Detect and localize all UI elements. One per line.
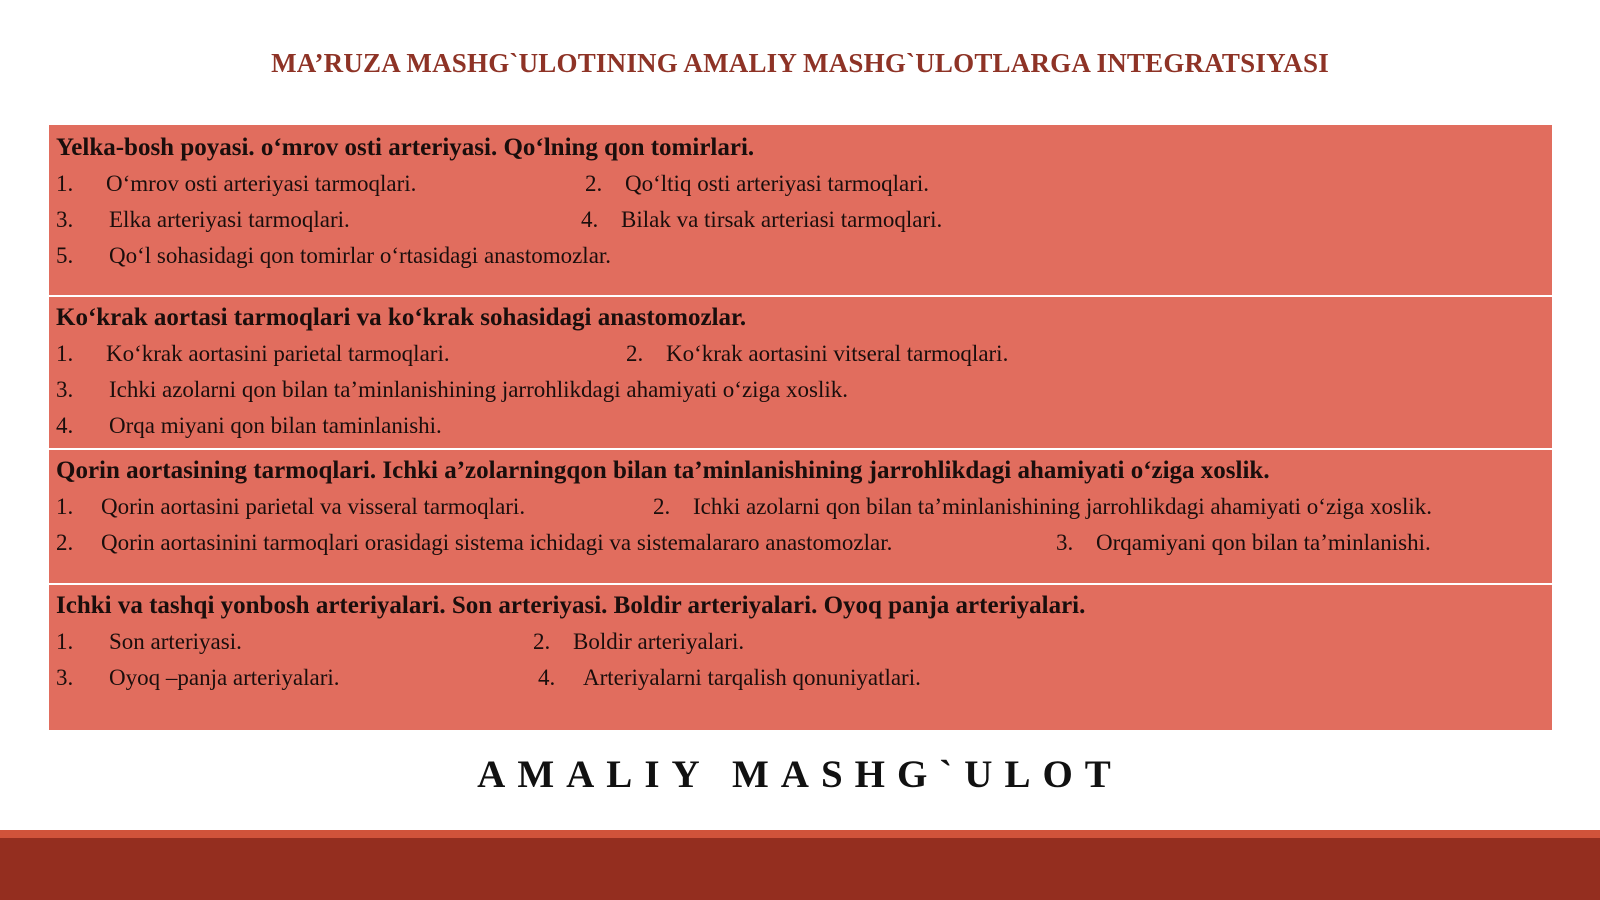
list-item: 3. Ichki azolarni qon bilan ta’minlanishining jarrohlikdagi ahamiyati o‘ziga xoslik.	[56, 377, 848, 402]
list-item: 2. Ko‘krak aortasini vitseral tarmoqlari.	[626, 341, 1009, 366]
list-row	[56, 489, 1552, 525]
list-item: 1. O‘mrov osti arteriyasi tarmoqlari.	[56, 171, 417, 196]
list-row	[56, 372, 1552, 408]
list-item: 2. Qo‘ltiq osti arteriyasi tarmoqlari.	[585, 171, 930, 196]
list-row	[56, 336, 1552, 372]
list-row	[56, 238, 1552, 274]
list-row	[56, 166, 1552, 202]
section-heading: Yelka-bosh poyasi. o‘mrov osti arteriyasi. Qo‘lning qon tomirlari.	[56, 134, 755, 161]
section-lower-limb	[49, 585, 1552, 730]
list-row	[56, 660, 1552, 696]
footer-bar	[0, 838, 1600, 900]
list-row	[56, 525, 1552, 561]
section-heading: Ko‘krak aortasi tarmoqlari va ko‘krak sohasidagi anastomozlar.	[56, 304, 747, 331]
list-row	[56, 202, 1552, 238]
list-item: 1. Ko‘krak aortasini parietal tarmoqlari.	[56, 341, 450, 366]
footer-stripe	[0, 830, 1600, 838]
topics-table	[49, 125, 1552, 730]
list-item: 1. Son arteriyasi.	[56, 629, 242, 654]
section-abdominal-aorta	[49, 450, 1552, 583]
section-thoracic-aorta	[49, 297, 1552, 448]
footer-subtitle: AMALIY MASHG`ULOT	[477, 753, 1123, 796]
list-row	[56, 624, 1552, 660]
section-heading: Ichki va tashqi yonbosh arteriyalari. Son arteriyasi. Boldir arteriyalari. Oyoq panja arteriyalari.	[56, 592, 1086, 619]
list-item: 2. Ichki azolarni qon bilan ta’minlanishining jarrohlikdagi ahamiyati o‘ziga xoslik.	[653, 494, 1432, 519]
list-item: 4. Arteriyalarni tarqalish qonuniyatlari.	[538, 665, 921, 690]
section-upper-limb	[49, 125, 1552, 295]
section-heading: Qorin aortasining tarmoqlari. Ichki a’zolarningqon bilan ta’minlanishining jarrohlikdagi ahamiyati o‘ziga xoslik.	[56, 457, 1270, 484]
list-item: 2. Boldir arteriyalari.	[533, 629, 745, 654]
list-item: 5. Qo‘l sohasidagi qon tomirlar o‘rtasidagi anastomozlar.	[56, 243, 612, 268]
list-row	[56, 408, 1552, 444]
list-item: 1. Qorin aortasini parietal va visseral tarmoqlari.	[56, 494, 526, 519]
list-item: 3. Oyoq –panja arteriyalari.	[56, 665, 340, 690]
list-item: 3. Elka arteriyasi tarmoqlari.	[56, 207, 350, 232]
list-item: 3. Orqamiyani qon bilan ta’minlanishi.	[1056, 530, 1431, 555]
list-item: 4. Orqa miyani qon bilan taminlanishi.	[56, 413, 442, 438]
list-item: 4. Bilak va tirsak arteriasi tarmoqlari.	[581, 207, 943, 232]
slide-title: MA’RUZA MASHG`ULOTINING AMALIY MASHG`ULOTLARGA INTEGRATSIYASI	[271, 48, 1329, 78]
list-item: 2. Qorin aortasinini tarmoqlari orasidagi sistema ichidagi va sistemalararo anastomozlar.	[56, 530, 893, 555]
